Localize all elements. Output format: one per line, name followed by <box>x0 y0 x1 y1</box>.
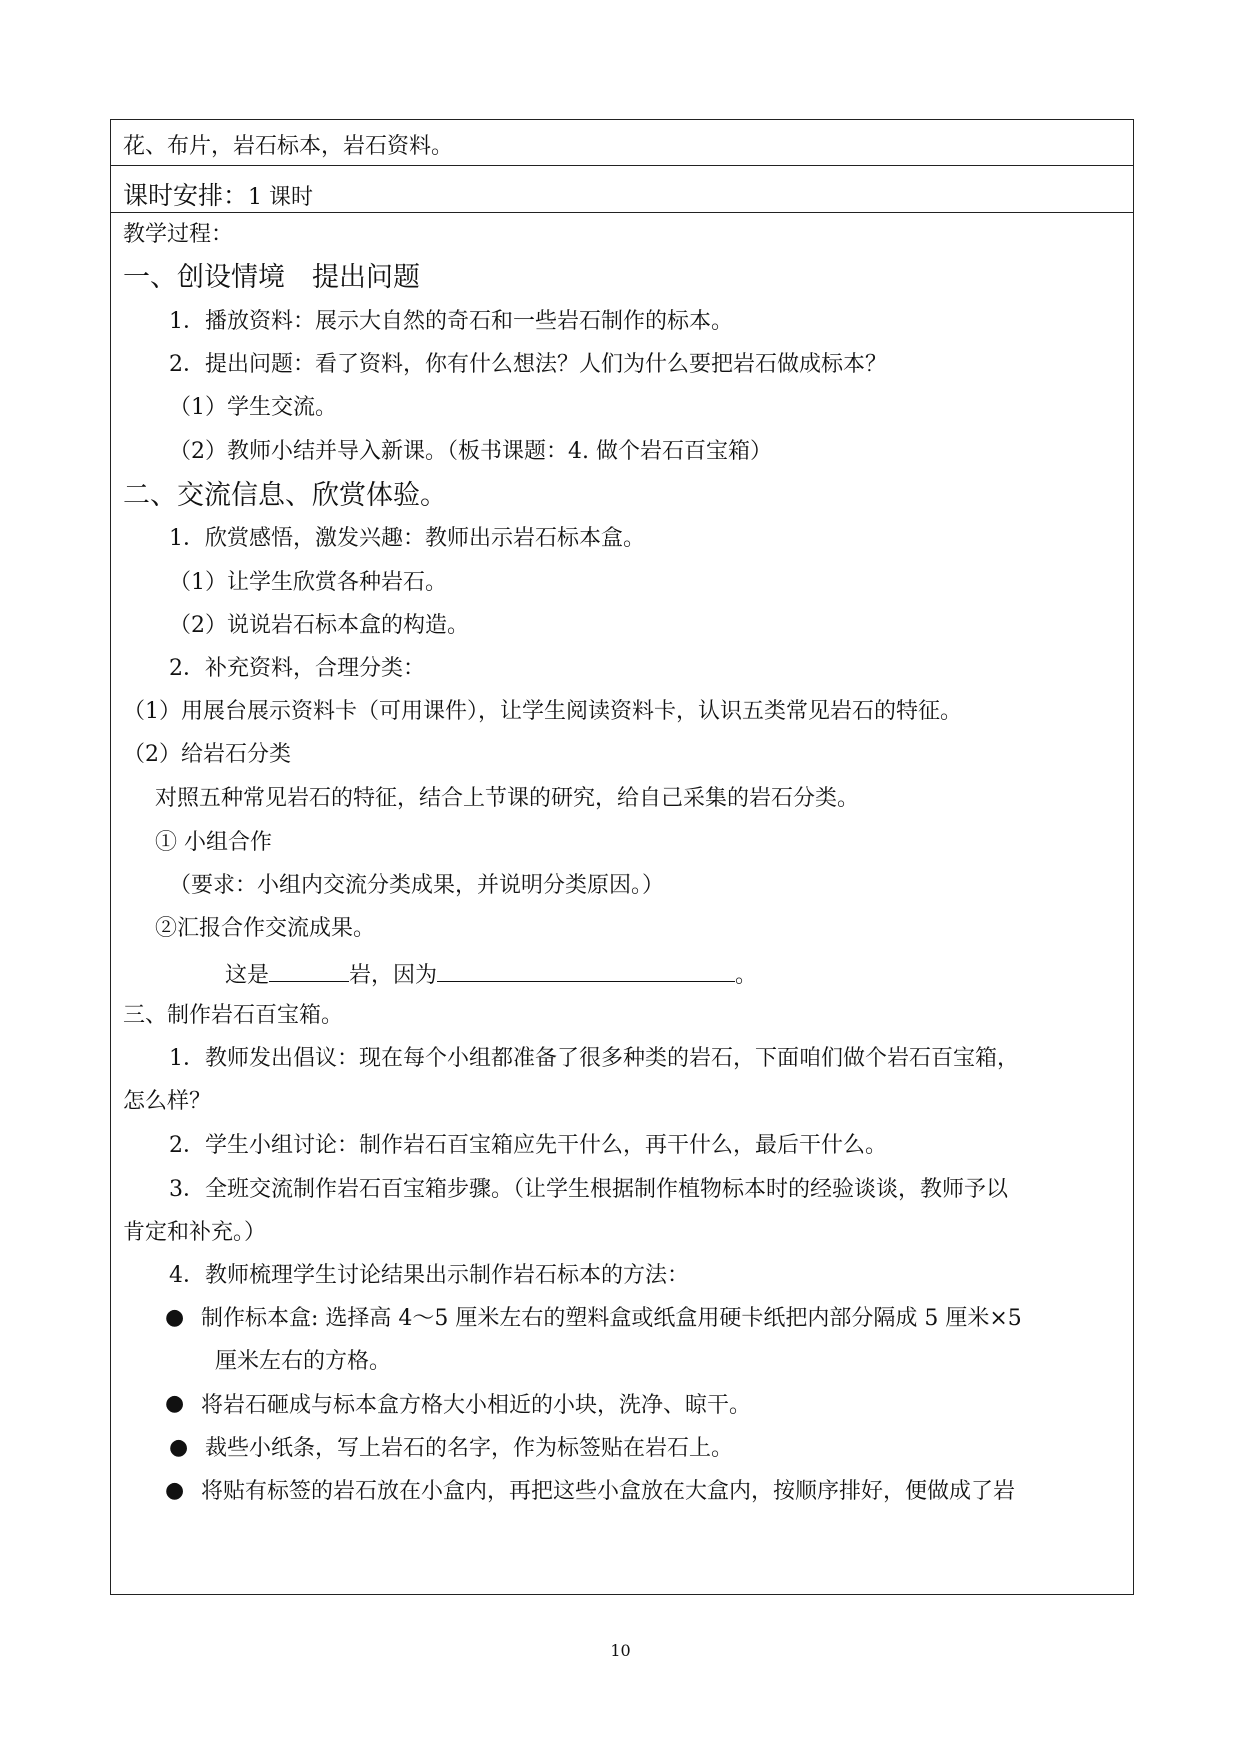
teaching-process-cell <box>111 213 1133 1594</box>
part2-line5: （1）用展台展示资料卡（可用课件），让学生阅读资料卡，认识五类常见岩石的特征。 <box>123 699 962 724</box>
page-number: 10 <box>610 1641 631 1660</box>
part3-line3a: 3．全班交流制作岩石百宝箱步骤。（让学生根据制作植物标本时的经验谈谈，教师予以 <box>169 1177 1008 1202</box>
part2-title: 二、交流信息、欣赏体验。 <box>123 480 447 511</box>
part1-line4: （2）教师小结并导入新课。（板书课题：4. 做个岩石百宝箱） <box>169 439 772 464</box>
part2-line9: （要求：小组内交流分类成果，并说明分类原因。） <box>169 873 665 898</box>
bullet-icon: ● <box>169 1435 189 1460</box>
bullet4-line: 将贴有标签的岩石放在小盒内，再把这些小盒放在大盒内，按顺序排好，便做成了岩 <box>201 1479 1016 1504</box>
blank-rock-type <box>269 959 349 982</box>
part2-line3: （2）说说岩石标本盒的构造。 <box>169 613 469 638</box>
fill-text-c: 。 <box>735 963 758 988</box>
bullet1-line-a: 制作标本盒: 选择高 4～5 厘米左右的塑料盒或纸盒用硬卡纸把内部分隔成 5 厘米×5 <box>201 1306 1022 1331</box>
part2-line4: 2．补充资料，合理分类： <box>169 656 425 681</box>
fill-text-a: 这是 <box>225 963 270 988</box>
part3-line2: 2．学生小组讨论：制作岩石百宝箱应先干什么，再干什么，最后干什么。 <box>169 1133 887 1158</box>
schedule-label: 课时安排： <box>123 181 249 210</box>
part3-line1a: 1．教师发出倡议：现在每个小组都准备了很多种类的岩石，下面咱们做个岩石百宝箱， <box>169 1046 1019 1071</box>
bullet-icon: ● <box>165 1478 185 1503</box>
bullet1-line-b: 厘米左右的方格。 <box>215 1349 392 1374</box>
part3-title: 三、制作岩石百宝箱。 <box>123 1003 344 1028</box>
schedule-row <box>111 166 1133 213</box>
materials-row <box>111 120 1133 166</box>
schedule-value: 1 课时 <box>248 185 314 210</box>
materials-text: 花、布片，岩石标本，岩石资料。 <box>123 134 454 159</box>
fill-text-b: 岩，因为 <box>349 963 438 988</box>
part3-line3b: 肯定和补充。） <box>123 1220 267 1245</box>
schedule-text <box>123 176 313 212</box>
bullet2-line: 将岩石砸成与标本盒方格大小相近的小块，洗净、晾干。 <box>201 1393 752 1418</box>
bullet3-line: 裁些小纸条，写上岩石的名字，作为标签贴在岩石上。 <box>205 1436 734 1461</box>
part2-line1: 1．欣赏感悟，激发兴趣：教师出示岩石标本盒。 <box>169 526 645 551</box>
bullet-icon: ● <box>165 1391 185 1416</box>
part3-line1b: 怎么样？ <box>123 1089 212 1114</box>
fill-in-line <box>225 959 757 989</box>
part2-line2: （1）让学生欣赏各种岩石。 <box>169 570 447 595</box>
section-title: 教学过程： <box>123 222 234 247</box>
part3-line4: 4．教师梳理学生讨论结果出示制作岩石标本的方法： <box>169 1263 689 1288</box>
part2-line10: ②汇报合作交流成果。 <box>155 916 376 941</box>
part2-line7: 对照五种常见岩石的特征，结合上节课的研究，给自己采集的岩石分类。 <box>155 786 860 811</box>
part1-title: 一、创设情境 提出问题 <box>123 262 420 293</box>
part2-line6: （2）给岩石分类 <box>123 742 291 767</box>
bullet-icon: ● <box>165 1305 185 1330</box>
lesson-plan-table <box>110 119 1134 1595</box>
part1-line3: （1）学生交流。 <box>169 395 337 420</box>
part2-line8: ① 小组合作 <box>155 830 272 855</box>
part1-line2: 2．提出问题：看了资料，你有什么想法？人们为什么要把岩石做成标本？ <box>169 352 887 377</box>
part1-line1: 1．播放资料：展示大自然的奇石和一些岩石制作的标本。 <box>169 309 733 334</box>
blank-reason <box>437 959 735 982</box>
